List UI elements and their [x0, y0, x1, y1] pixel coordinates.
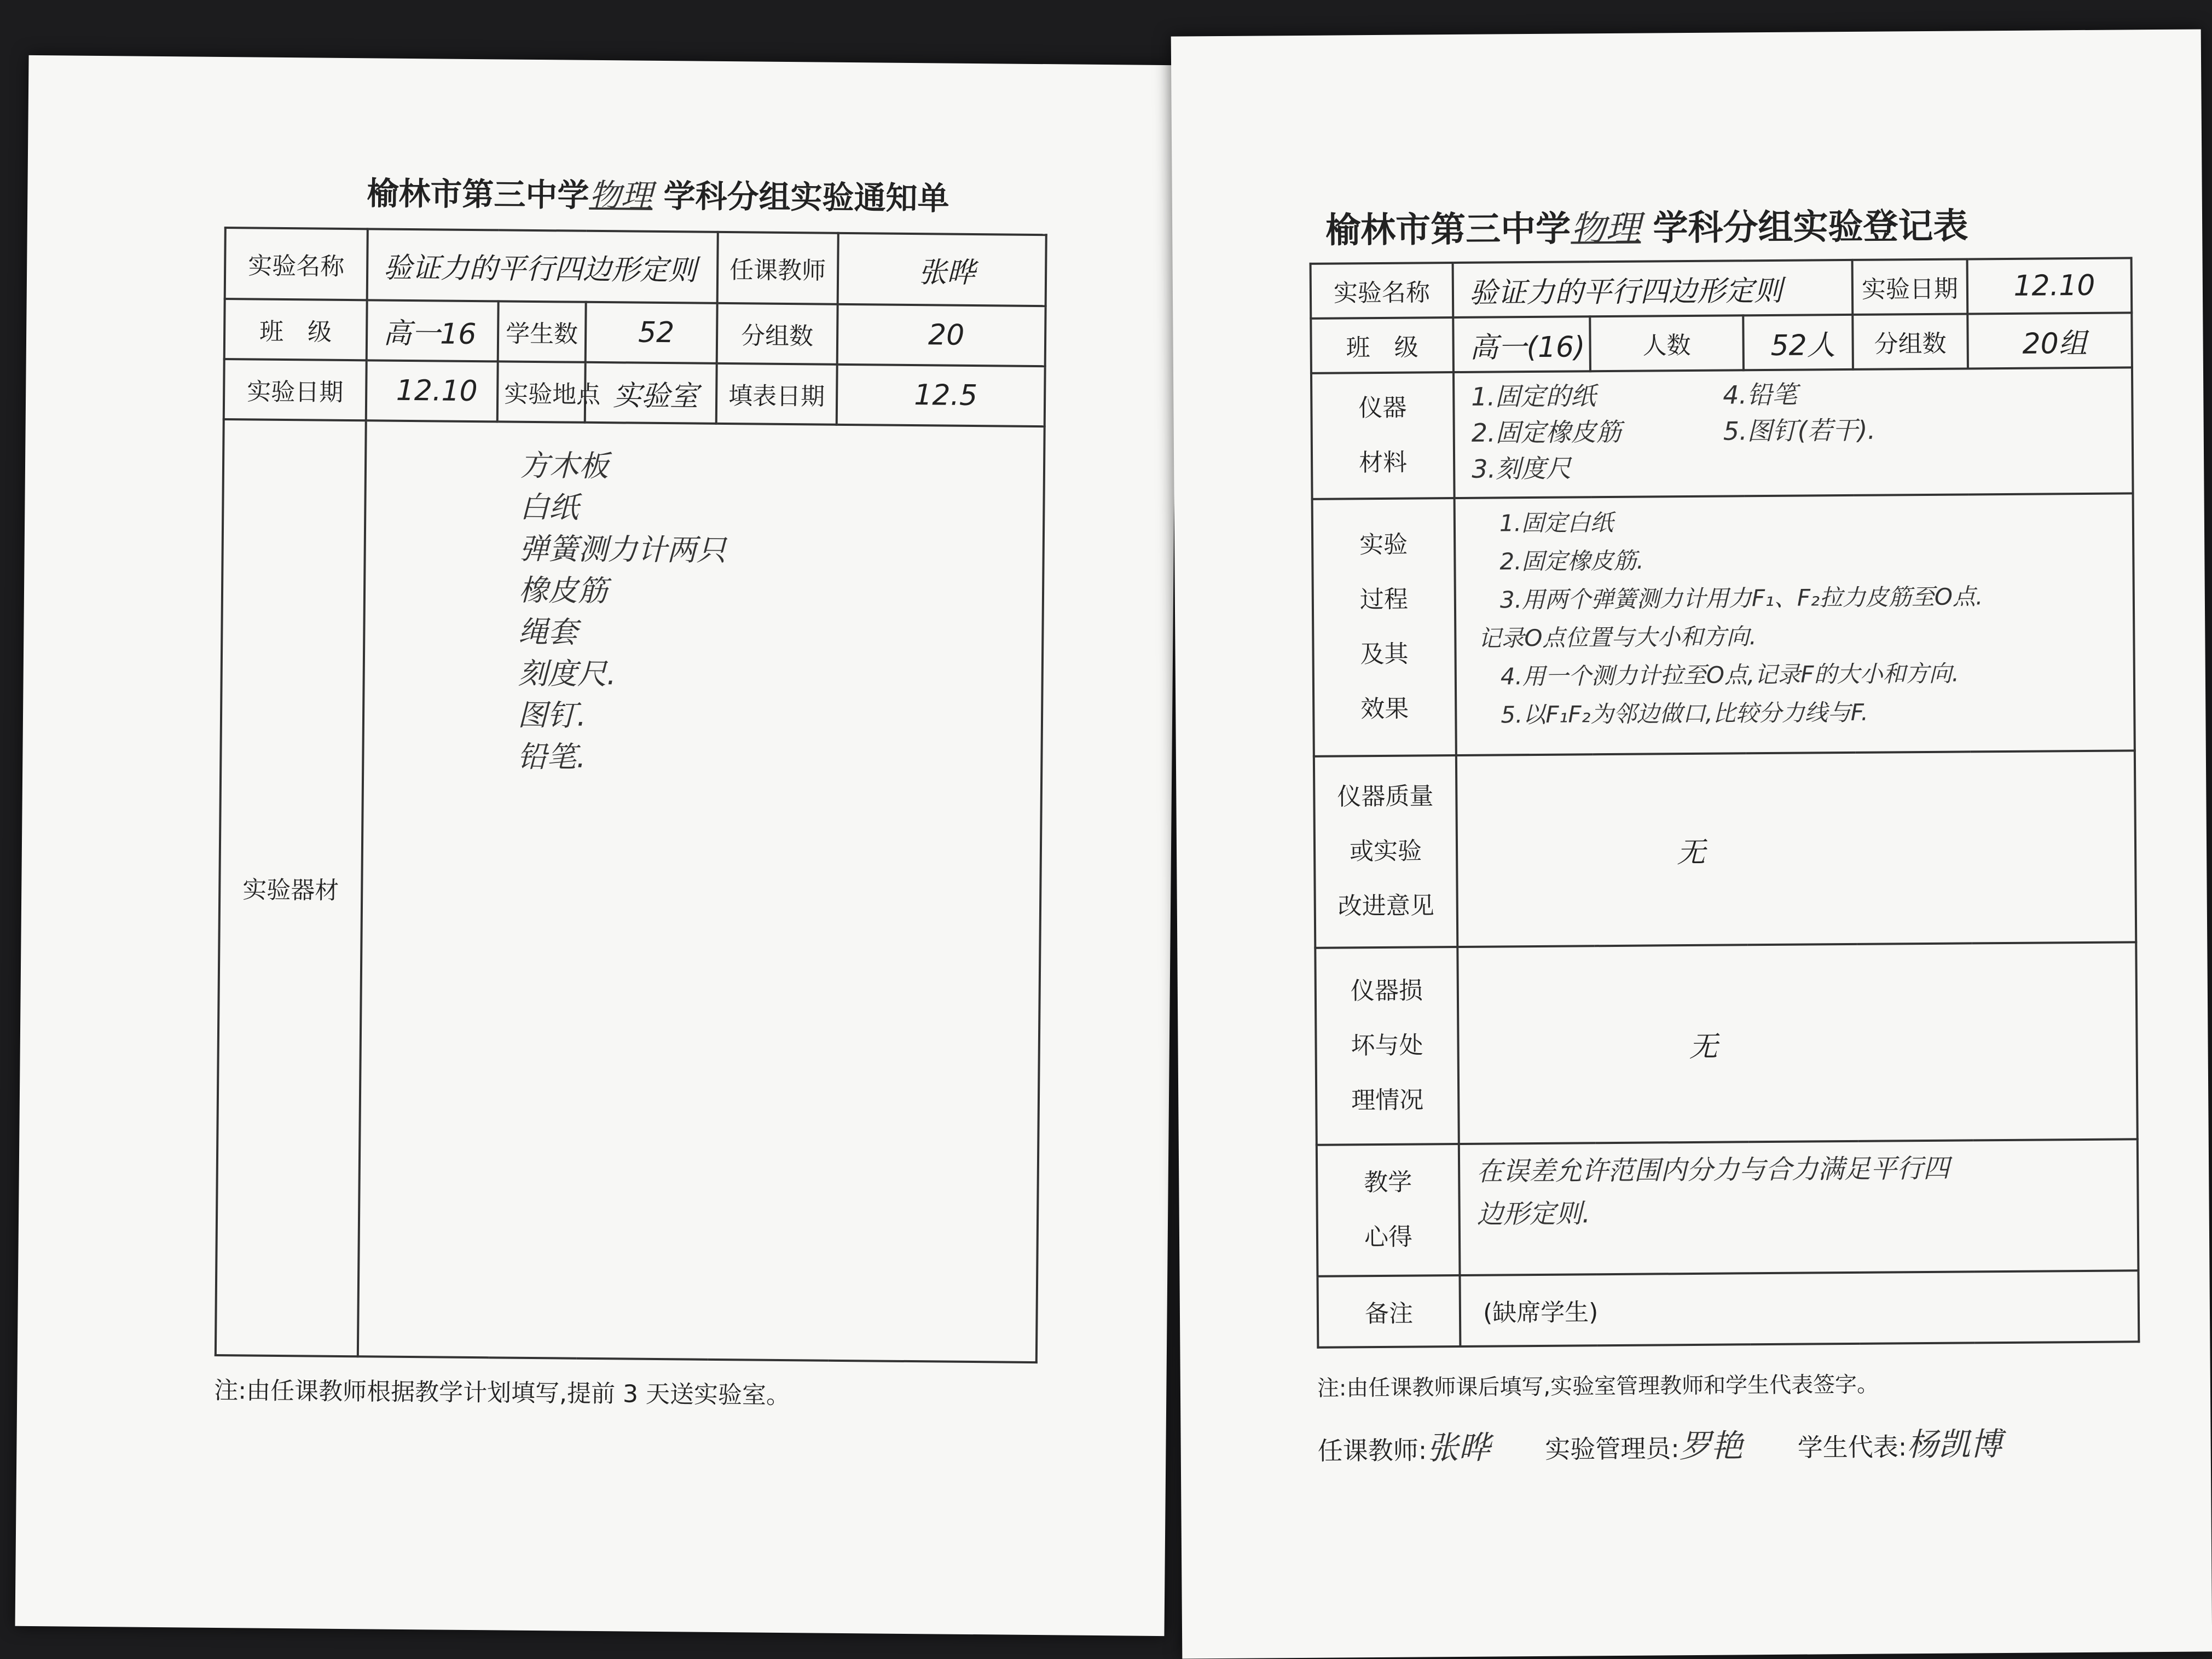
label-class: 班 级	[224, 299, 367, 360]
process-step: 记录O点位置与大小和方向.	[1478, 623, 1757, 652]
label-line: 教学	[1364, 1168, 1412, 1197]
title-prefix: 榆林市第三中学	[367, 175, 589, 214]
instrument-item: 4.铅笔	[1723, 379, 1798, 410]
process-step: 2.固定橡皮筋.	[1499, 547, 1644, 575]
label-line: 仪器	[1358, 394, 1407, 423]
register-footnote: 注:由任课教师课后填写,实验室管理教师和学生代表签字。	[1317, 1372, 1879, 1401]
equipment-item: 弹簧测力计两只	[519, 531, 726, 568]
label-experiment-name: 实验名称	[1311, 263, 1454, 319]
label-line: 仪器损	[1350, 976, 1423, 1005]
register-row-teaching	[1317, 1139, 2139, 1276]
title-subject: 物理	[589, 176, 653, 215]
value-remarks: (缺席学生)	[1460, 1270, 2139, 1346]
instrument-item: 1.固定的纸	[1471, 381, 1596, 412]
register-row-quality	[1314, 750, 2136, 947]
label-instruments	[1311, 372, 1455, 499]
admin-signature: 罗艳	[1679, 1427, 1743, 1465]
value-class: 高一(16)	[1453, 316, 1590, 372]
notice-table	[215, 227, 1047, 1363]
notice-title	[367, 167, 949, 218]
process-list	[1455, 493, 2135, 755]
label-people: 人数	[1590, 315, 1744, 371]
register-row-remarks	[1317, 1270, 2139, 1347]
value-damage: 无	[1457, 942, 2137, 1144]
admin-signature-label: 实验管理员:	[1545, 1433, 1680, 1464]
label-fill-date: 填表日期	[716, 363, 837, 425]
label-line: 或实验	[1349, 837, 1422, 866]
label-quality	[1314, 755, 1457, 948]
register-row-process	[1312, 493, 2135, 756]
teacher-signature: 张晔	[1426, 1429, 1491, 1467]
label-line: 坏与处	[1351, 1031, 1423, 1060]
equipment-item: 刻度尺.	[518, 656, 617, 692]
instrument-item: 2.固定橡皮筋	[1471, 417, 1622, 448]
value-class: 高一16	[367, 300, 499, 361]
teaching-line: 在误差允许范围内分力与合力满足平行四	[1476, 1153, 1950, 1187]
instrument-item: 5.图钉(若干).	[1723, 415, 1876, 446]
teaching-line: 边形定则.	[1476, 1198, 1591, 1230]
label-line: 材料	[1358, 448, 1408, 477]
process-step: 3.用两个弹簧测力计用力F₁、F₂拉力皮筋至O点.	[1499, 583, 1983, 614]
register-table	[1310, 257, 2140, 1348]
process-step: 5.以F₁F₂为邻边做口,比较分力线与F.	[1501, 698, 1869, 729]
register-row-instruments	[1311, 367, 2133, 499]
notice-row-name	[225, 228, 1046, 306]
label-teacher: 任课教师	[717, 232, 838, 304]
label-line: 改进意见	[1337, 892, 1434, 921]
signature-row	[1317, 1418, 2002, 1469]
equipment-list	[358, 420, 1045, 1362]
value-teacher: 张晔	[838, 233, 1046, 306]
register-row-class	[1311, 313, 2132, 373]
notice-sheet	[15, 55, 1178, 1636]
register-row-damage	[1315, 942, 2137, 1144]
label-remarks: 备注	[1317, 1275, 1460, 1348]
instruments-col-1	[1471, 377, 1723, 487]
notice-row-equipment	[216, 419, 1045, 1362]
notice-row-date	[224, 359, 1045, 426]
title-subject: 物理	[1570, 208, 1641, 250]
label-location: 实验地点	[497, 361, 586, 422]
value-students: 52	[586, 302, 717, 363]
value-experiment-name: 验证力的平行四边形定则	[367, 229, 718, 303]
process-step: 4.用一个测力计拉至O点,记录F的大小和方向.	[1500, 660, 1960, 690]
label-line: 及其	[1360, 640, 1409, 669]
title-suffix: 学科分组实验登记表	[1653, 205, 1968, 249]
equipment-item: 橡皮筋	[518, 573, 608, 609]
label-date: 实验日期	[224, 359, 367, 420]
label-groups: 分组数	[717, 303, 838, 365]
equipment-item: 铅笔.	[517, 739, 586, 774]
notice-footnote: 注:由任课教师根据教学计划填写,提前 3 天送实验室。	[214, 1376, 791, 1410]
label-damage	[1315, 947, 1459, 1145]
teaching-notes	[1459, 1139, 2139, 1275]
instruments-columns	[1471, 374, 2132, 487]
equipment-item: 图钉.	[517, 697, 587, 733]
value-date: 12.10	[1967, 258, 2132, 314]
teacher-signature-label: 任课教师:	[1317, 1435, 1427, 1466]
equipment-item: 白纸	[519, 489, 579, 525]
label-experiment-name: 实验名称	[225, 228, 368, 300]
label-line: 实验	[1359, 530, 1408, 559]
process-step: 1.固定白纸	[1499, 508, 1614, 537]
label-line: 仪器质量	[1337, 782, 1434, 811]
register-sheet	[1171, 29, 2212, 1658]
equipment-item: 方木板	[519, 448, 609, 484]
notice-row-class	[224, 299, 1046, 366]
value-location: 实验室	[585, 362, 717, 424]
label-line: 理情况	[1351, 1086, 1424, 1115]
label-line: 心得	[1364, 1223, 1413, 1252]
student-signature: 杨凯博	[1906, 1425, 2002, 1464]
register-row-name	[1311, 258, 2132, 318]
value-fill-date: 12.5	[837, 365, 1045, 426]
student-signature-label: 学生代表:	[1797, 1432, 1907, 1463]
instruments-list	[1454, 367, 2133, 498]
value-date: 12.10	[366, 360, 498, 421]
instrument-item: 3.刻度尺	[1472, 453, 1572, 484]
label-line: 过程	[1359, 585, 1409, 614]
value-groups: 20	[837, 304, 1046, 366]
label-students: 学生数	[498, 301, 586, 362]
label-line: 效果	[1360, 695, 1409, 724]
title-prefix: 榆林市第三中学	[1325, 208, 1571, 251]
value-groups: 20组	[1967, 313, 2132, 368]
label-teaching	[1317, 1144, 1460, 1276]
value-experiment-name: 验证力的平行四边形定则	[1453, 260, 1853, 317]
label-groups: 分组数	[1852, 314, 1968, 369]
register-title	[1325, 198, 1968, 252]
label-equipment: 实验器材	[216, 419, 366, 1356]
value-people: 52人	[1743, 315, 1853, 370]
value-quality: 无	[1456, 750, 2136, 947]
equipment-item: 绳套	[518, 614, 578, 650]
label-class: 班 级	[1311, 317, 1454, 373]
label-process	[1312, 498, 1456, 756]
instruments-col-2	[1723, 376, 1876, 485]
label-date: 实验日期	[1852, 259, 1968, 314]
title-suffix: 学科分组实验通知单	[663, 177, 949, 217]
